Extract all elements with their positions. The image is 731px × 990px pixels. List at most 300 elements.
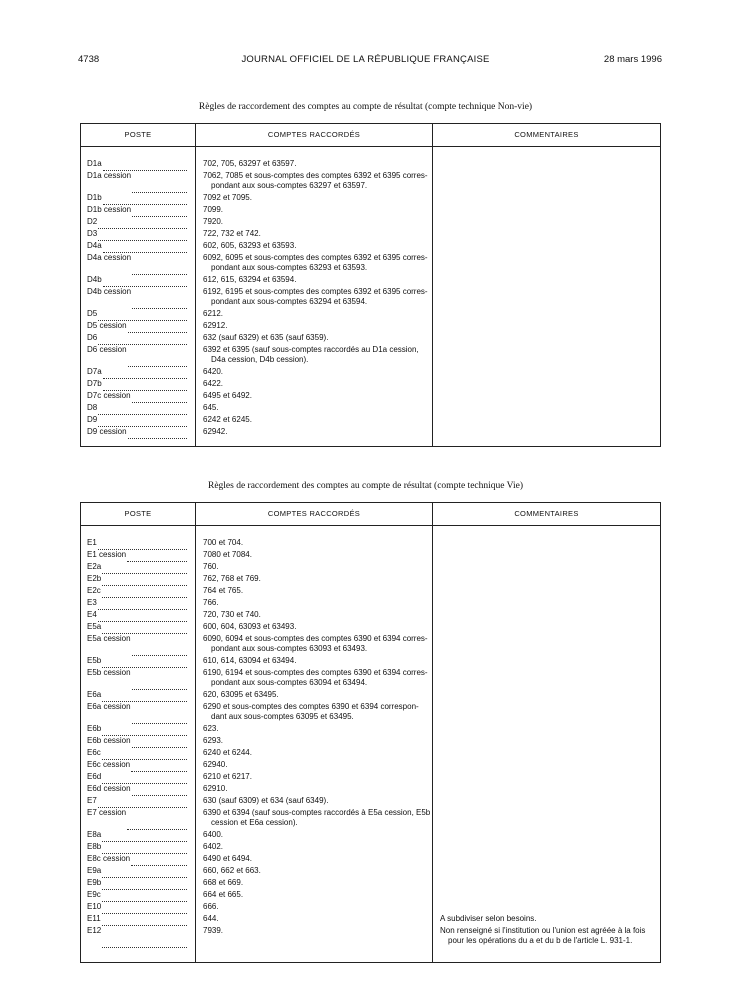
comptes-line: pondant aux sous-comptes 63297 et 63597. (211, 181, 368, 190)
dot-leader (128, 345, 187, 367)
dot-leader (102, 690, 187, 702)
comment-cell (433, 598, 660, 610)
poste-cell (81, 309, 187, 321)
dot-leader (98, 598, 187, 610)
comptes-cell (196, 427, 432, 439)
comptes-line: 7920. (203, 217, 224, 226)
poste-label: E7 cession (87, 808, 127, 817)
poste-label: D7c cession (87, 391, 131, 400)
dot-leader (131, 854, 187, 866)
dot-leader (102, 656, 187, 668)
poste-label: E8c cession (87, 854, 131, 863)
comptes-line: 62942. (203, 427, 228, 436)
comptes-cell (196, 702, 432, 724)
dot-leader (103, 193, 187, 205)
poste-label: D4a cession (87, 253, 132, 262)
journal-title: JOURNAL OFFICIEL DE LA RÉPUBLIQUE FRANÇAISE (241, 54, 490, 65)
comment-cell (433, 217, 660, 229)
poste-cell (81, 610, 187, 622)
comptes-line: 6420. (203, 367, 224, 376)
dot-leader (102, 562, 187, 574)
dot-leader (103, 367, 187, 379)
comptes-line: 6390 et 6394 (sauf sous-comptes raccordés à E5a cession, E5b (203, 808, 431, 817)
comptes-cell (196, 784, 432, 796)
comptes-line: 62940. (203, 760, 228, 769)
comment-cell (433, 830, 660, 842)
comment-cell (433, 287, 660, 309)
comptes-cell (196, 656, 432, 668)
poste-label: E5b (87, 656, 102, 665)
comptes-line: 62910. (203, 784, 228, 793)
comment-cell (433, 784, 660, 796)
comment-cell (433, 427, 660, 439)
comptes-line: 6212. (203, 309, 224, 318)
comptes-line: 7062, 7085 et sous-comptes des comptes 6392 et 6395 corres- (203, 171, 428, 180)
col-header-comptes: COMPTES RACCORDÉS (196, 124, 433, 147)
comptes-cell (196, 205, 432, 217)
accounts-table-non-vie (80, 123, 661, 447)
poste-label: E6a (87, 690, 102, 699)
poste-cell (81, 193, 187, 205)
comptes-cell (196, 287, 432, 309)
poste-cell (81, 403, 187, 415)
comment-cell (433, 333, 660, 345)
poste-label: D4b (87, 275, 102, 284)
cell-poste (81, 526, 196, 963)
comment-cell (433, 345, 660, 367)
comptes-line: 6490 et 6494. (203, 854, 252, 863)
poste-cell (81, 914, 187, 926)
comptes-cell (196, 253, 432, 275)
poste-cell (81, 634, 187, 656)
poste-label: D9 cession (87, 427, 127, 436)
comptes-line: 6402. (203, 842, 224, 851)
dot-leader (98, 415, 187, 427)
comptes-line: 720, 730 et 740. (203, 610, 261, 619)
table-caption-vie: Règles de raccordement des comptes au compte de résultat (compte technique Vie) (207, 481, 523, 491)
comptes-cell (196, 796, 432, 808)
poste-cell (81, 736, 187, 748)
dot-leader (132, 784, 187, 796)
comptes-cell (196, 808, 432, 830)
poste-label: E11 (87, 914, 101, 923)
comment-cell (433, 772, 660, 784)
comptes-cell (196, 345, 432, 367)
comment-cell (433, 842, 660, 854)
poste-label: E2c (87, 586, 101, 595)
comment-cell (433, 538, 660, 550)
dot-leader (102, 748, 187, 760)
dot-leader (132, 702, 187, 724)
poste-label: D9 (87, 415, 98, 424)
poste-cell (81, 784, 187, 796)
comptes-line: 6192, 6195 et sous-comptes des comptes 6392 et 6395 corres- (203, 287, 428, 296)
comptes-cell (196, 902, 432, 914)
poste-label: D5 (87, 309, 98, 318)
comptes-cell (196, 309, 432, 321)
comptes-line: 664 et 665. (203, 890, 244, 899)
poste-label: E5a (87, 622, 102, 631)
comment-cell (433, 159, 660, 171)
poste-label: E10 (87, 902, 102, 911)
poste-label: D1a (87, 159, 102, 168)
comment-cell (433, 702, 660, 724)
comptes-cell (196, 586, 432, 598)
comptes-line: 700 et 704. (203, 538, 244, 547)
cell-comptes (196, 526, 433, 963)
comptes-cell (196, 736, 432, 748)
poste-label: D1b (87, 193, 102, 202)
comptes-cell (196, 866, 432, 878)
comptes-line: 6422. (203, 379, 224, 388)
dot-leader (98, 229, 187, 241)
poste-cell (81, 275, 187, 287)
poste-cell (81, 926, 187, 948)
col-header-comptes: COMPTES RACCORDÉS (196, 503, 433, 526)
comptes-line: 7092 et 7095. (203, 193, 252, 202)
comptes-line: 6290 et sous-comptes des comptes 6390 et 6394 correspon- (203, 702, 419, 711)
comptes-line: 6293. (203, 736, 224, 745)
comment-cell (433, 415, 660, 427)
dot-leader (98, 217, 187, 229)
poste-cell (81, 656, 187, 668)
poste-cell (81, 796, 187, 808)
comment-cell (433, 550, 660, 562)
comment-cell (433, 668, 660, 690)
poste-cell (81, 702, 187, 724)
comptes-cell (196, 538, 432, 550)
poste-cell (81, 598, 187, 610)
dot-leader (132, 391, 187, 403)
comptes-cell (196, 367, 432, 379)
comptes-line: 62912. (203, 321, 228, 330)
comptes-line: 722, 732 et 742. (203, 229, 261, 238)
comment-cell (433, 622, 660, 634)
comment-cell (433, 690, 660, 702)
comptes-line: 623. (203, 724, 219, 733)
poste-cell (81, 748, 187, 760)
comptes-line: 702, 705, 63297 et 63597. (203, 159, 297, 168)
poste-label: E2a (87, 562, 102, 571)
poste-label: E4 (87, 610, 97, 619)
comptes-cell (196, 217, 432, 229)
poste-cell (81, 842, 187, 854)
comptes-cell (196, 574, 432, 586)
comptes-cell (196, 333, 432, 345)
comptes-cell (196, 890, 432, 902)
comment-cell (433, 610, 660, 622)
comment-cell (433, 574, 660, 586)
dot-leader (102, 772, 187, 784)
poste-label: E6c cession (87, 760, 131, 769)
col-header-commentaires: COMMENTAIRES (433, 503, 661, 526)
comptes-line: dant aux sous-comptes 63095 et 63495. (211, 712, 354, 721)
comptes-line: pondant aux sous-comptes 63293 et 63593. (211, 263, 368, 272)
dot-leader (132, 287, 187, 309)
dot-leader (102, 902, 187, 914)
comptes-line: 766. (203, 598, 219, 607)
comptes-line: 6090, 6094 et sous-comptes des comptes 6390 et 6394 corres- (203, 634, 428, 643)
comment-cell (433, 854, 660, 866)
comptes-cell (196, 926, 432, 948)
comptes-cell (196, 914, 432, 926)
comptes-line: 645. (203, 403, 219, 412)
dot-leader (102, 842, 187, 854)
comment-cell (433, 253, 660, 275)
poste-cell (81, 205, 187, 217)
dot-leader (102, 926, 187, 948)
dot-leader (98, 333, 187, 345)
dot-leader (132, 736, 187, 748)
comptes-line: 668 et 669. (203, 878, 244, 887)
comment-cell (433, 403, 660, 415)
comptes-cell (196, 598, 432, 610)
poste-label: D2 (87, 217, 98, 226)
poste-cell (81, 427, 187, 439)
dot-leader (102, 830, 187, 842)
comment-cell (433, 748, 660, 760)
comptes-line: pondant aux sous-comptes 63294 et 63594. (211, 297, 368, 306)
comment-cell (433, 391, 660, 403)
comptes-line: 760. (203, 562, 219, 571)
comptes-line: 644. (203, 914, 219, 923)
poste-cell (81, 171, 187, 193)
comptes-cell (196, 171, 432, 193)
dot-leader (132, 171, 187, 193)
comptes-line: 620, 63095 et 63495. (203, 690, 279, 699)
poste-label: E6d (87, 772, 102, 781)
poste-cell (81, 902, 187, 914)
poste-cell (81, 321, 187, 333)
poste-cell (81, 379, 187, 391)
dot-leader (98, 538, 187, 550)
dot-leader (132, 634, 187, 656)
comptes-cell (196, 159, 432, 171)
poste-label: D3 (87, 229, 98, 238)
poste-label: E8b (87, 842, 102, 851)
comment-line: Non renseigné si l'institution ou l'union est agréée à la fois (440, 926, 646, 935)
poste-cell (81, 574, 187, 586)
dot-leader (131, 760, 187, 772)
dot-leader (102, 866, 187, 878)
comment-cell (433, 205, 660, 217)
comptes-cell (196, 321, 432, 333)
comment-cell (433, 866, 660, 878)
poste-label: D1a cession (87, 171, 132, 180)
poste-label: E6b cession (87, 736, 131, 745)
comptes-line: 630 (sauf 6309) et 634 (sauf 6349). (203, 796, 329, 805)
poste-cell (81, 866, 187, 878)
cell-comptes (196, 147, 433, 447)
comptes-line: 6240 et 6244. (203, 748, 252, 757)
comptes-line: 764 et 765. (203, 586, 244, 595)
comptes-cell (196, 391, 432, 403)
page-number: 4738 (78, 54, 100, 65)
poste-cell (81, 724, 187, 736)
dot-leader (98, 610, 187, 622)
poste-cell (81, 622, 187, 634)
poste-cell (81, 808, 187, 830)
comptes-cell (196, 622, 432, 634)
poste-label: D4b cession (87, 287, 132, 296)
dot-leader (132, 253, 187, 275)
comment-cell (433, 171, 660, 193)
comptes-cell (196, 415, 432, 427)
poste-label: E12 (87, 926, 102, 935)
comptes-cell (196, 878, 432, 890)
comptes-cell (196, 229, 432, 241)
dot-leader (98, 403, 187, 415)
comptes-cell (196, 772, 432, 784)
comptes-line: 762, 768 et 769. (203, 574, 261, 583)
poste-cell (81, 253, 187, 275)
comptes-line: 666. (203, 902, 219, 911)
comment-cell (433, 796, 660, 808)
dot-leader (102, 574, 187, 586)
comptes-line: pondant aux sous-comptes 63094 et 63494. (211, 678, 368, 687)
poste-label: D1b cession (87, 205, 132, 214)
poste-cell (81, 772, 187, 784)
poste-cell (81, 333, 187, 345)
comptes-line: 610, 614, 63094 et 63494. (203, 656, 297, 665)
poste-cell (81, 586, 187, 598)
comment-cell (433, 634, 660, 656)
comptes-line: 632 (sauf 6329) et 635 (sauf 6359). (203, 333, 329, 342)
accounts-table-vie (80, 502, 661, 963)
comptes-cell (196, 379, 432, 391)
poste-cell (81, 690, 187, 702)
poste-label: E6c (87, 748, 101, 757)
poste-label: E8a (87, 830, 102, 839)
publication-date: 28 mars 1996 (603, 54, 662, 65)
poste-cell (81, 217, 187, 229)
poste-label: E9b (87, 878, 102, 887)
poste-cell (81, 287, 187, 309)
poste-label: E7 (87, 796, 97, 805)
comptes-cell (196, 854, 432, 866)
comment-cell (433, 890, 660, 902)
dot-leader (127, 808, 187, 830)
poste-label: E9c (87, 890, 101, 899)
poste-label: D8 (87, 403, 98, 412)
comment-cell (433, 902, 660, 914)
comment-cell (433, 760, 660, 772)
comptes-cell (196, 610, 432, 622)
poste-cell (81, 562, 187, 574)
comptes-cell (196, 562, 432, 574)
table-caption-non-vie: Règles de raccordement des comptes au compte de résultat (compte technique Non-vie) (198, 102, 533, 112)
col-header-poste: POSTE (81, 503, 196, 526)
comptes-line: 6392 et 6395 (sauf sous-comptes raccordés au D1a cession, (203, 345, 419, 354)
dot-leader (98, 796, 187, 808)
dot-leader (98, 309, 187, 321)
comment-cell (433, 193, 660, 205)
poste-label: D4a (87, 241, 102, 250)
comment-cell (433, 241, 660, 253)
poste-label: E5b cession (87, 668, 131, 677)
poste-cell (81, 760, 187, 772)
comment-cell (433, 656, 660, 668)
poste-label: D5 cession (87, 321, 127, 330)
comment-line: pour les opérations du a et du b de l'article L. 931-1. (448, 936, 633, 945)
comment-cell (433, 309, 660, 321)
comment-cell (433, 229, 660, 241)
dot-leader (127, 550, 187, 562)
comptes-line: 6210 et 6217. (203, 772, 252, 781)
comment-cell (433, 379, 660, 391)
cell-commentaires (433, 526, 661, 963)
poste-label: D7b (87, 379, 102, 388)
comptes-cell (196, 842, 432, 854)
comptes-cell (196, 193, 432, 205)
poste-label: E9a (87, 866, 102, 875)
comptes-line: 7939. (203, 926, 224, 935)
dot-leader (128, 321, 187, 333)
comptes-line: 600, 604, 63093 et 63493. (203, 622, 297, 631)
poste-label: E6b (87, 724, 102, 733)
comptes-cell (196, 550, 432, 562)
comment-cell (433, 914, 660, 926)
comptes-line: D4a cession, D4b cession). (211, 355, 309, 364)
poste-label: E1 cession (87, 550, 127, 559)
comptes-cell (196, 760, 432, 772)
poste-label: E5a cession (87, 634, 131, 643)
poste-cell (81, 391, 187, 403)
dot-leader (102, 724, 187, 736)
comptes-line: 602, 605, 63293 et 63593. (203, 241, 297, 250)
comptes-cell (196, 724, 432, 736)
comment-cell (433, 275, 660, 287)
comment-cell (433, 367, 660, 379)
dot-leader (102, 586, 187, 598)
comptes-line: 7099. (203, 205, 224, 214)
comptes-cell (196, 830, 432, 842)
comment-cell (433, 724, 660, 736)
comment-cell (433, 586, 660, 598)
comment-cell (433, 736, 660, 748)
poste-cell (81, 550, 187, 562)
poste-cell (81, 241, 187, 253)
dot-leader (102, 622, 187, 634)
comptes-cell (196, 634, 432, 656)
poste-cell (81, 159, 187, 171)
poste-cell (81, 668, 187, 690)
cell-commentaires (433, 147, 661, 447)
dot-leader (102, 914, 187, 926)
comptes-line: 6190, 6194 et sous-comptes des comptes 6390 et 6394 corres- (203, 668, 428, 677)
poste-label: E6a cession (87, 702, 131, 711)
comptes-line: 6495 et 6492. (203, 391, 252, 400)
comment-cell (433, 321, 660, 333)
poste-label: E6d cession (87, 784, 131, 793)
poste-cell (81, 345, 187, 367)
comptes-line: 7080 et 7084. (203, 550, 252, 559)
comment-cell (433, 562, 660, 574)
col-header-commentaires: COMMENTAIRES (433, 124, 661, 147)
comptes-line: 6242 et 6245. (203, 415, 252, 424)
comptes-cell (196, 241, 432, 253)
poste-label: E2b (87, 574, 102, 583)
poste-cell (81, 367, 187, 379)
col-header-poste: POSTE (81, 124, 196, 147)
comptes-cell (196, 748, 432, 760)
dot-leader (132, 668, 187, 690)
comptes-line: pondant aux sous-comptes 63093 et 63493. (211, 644, 368, 653)
poste-label: D7a (87, 367, 102, 376)
comment-line: A subdiviser selon besoins. (440, 914, 537, 923)
comptes-cell (196, 690, 432, 702)
comment-cell (433, 926, 660, 948)
